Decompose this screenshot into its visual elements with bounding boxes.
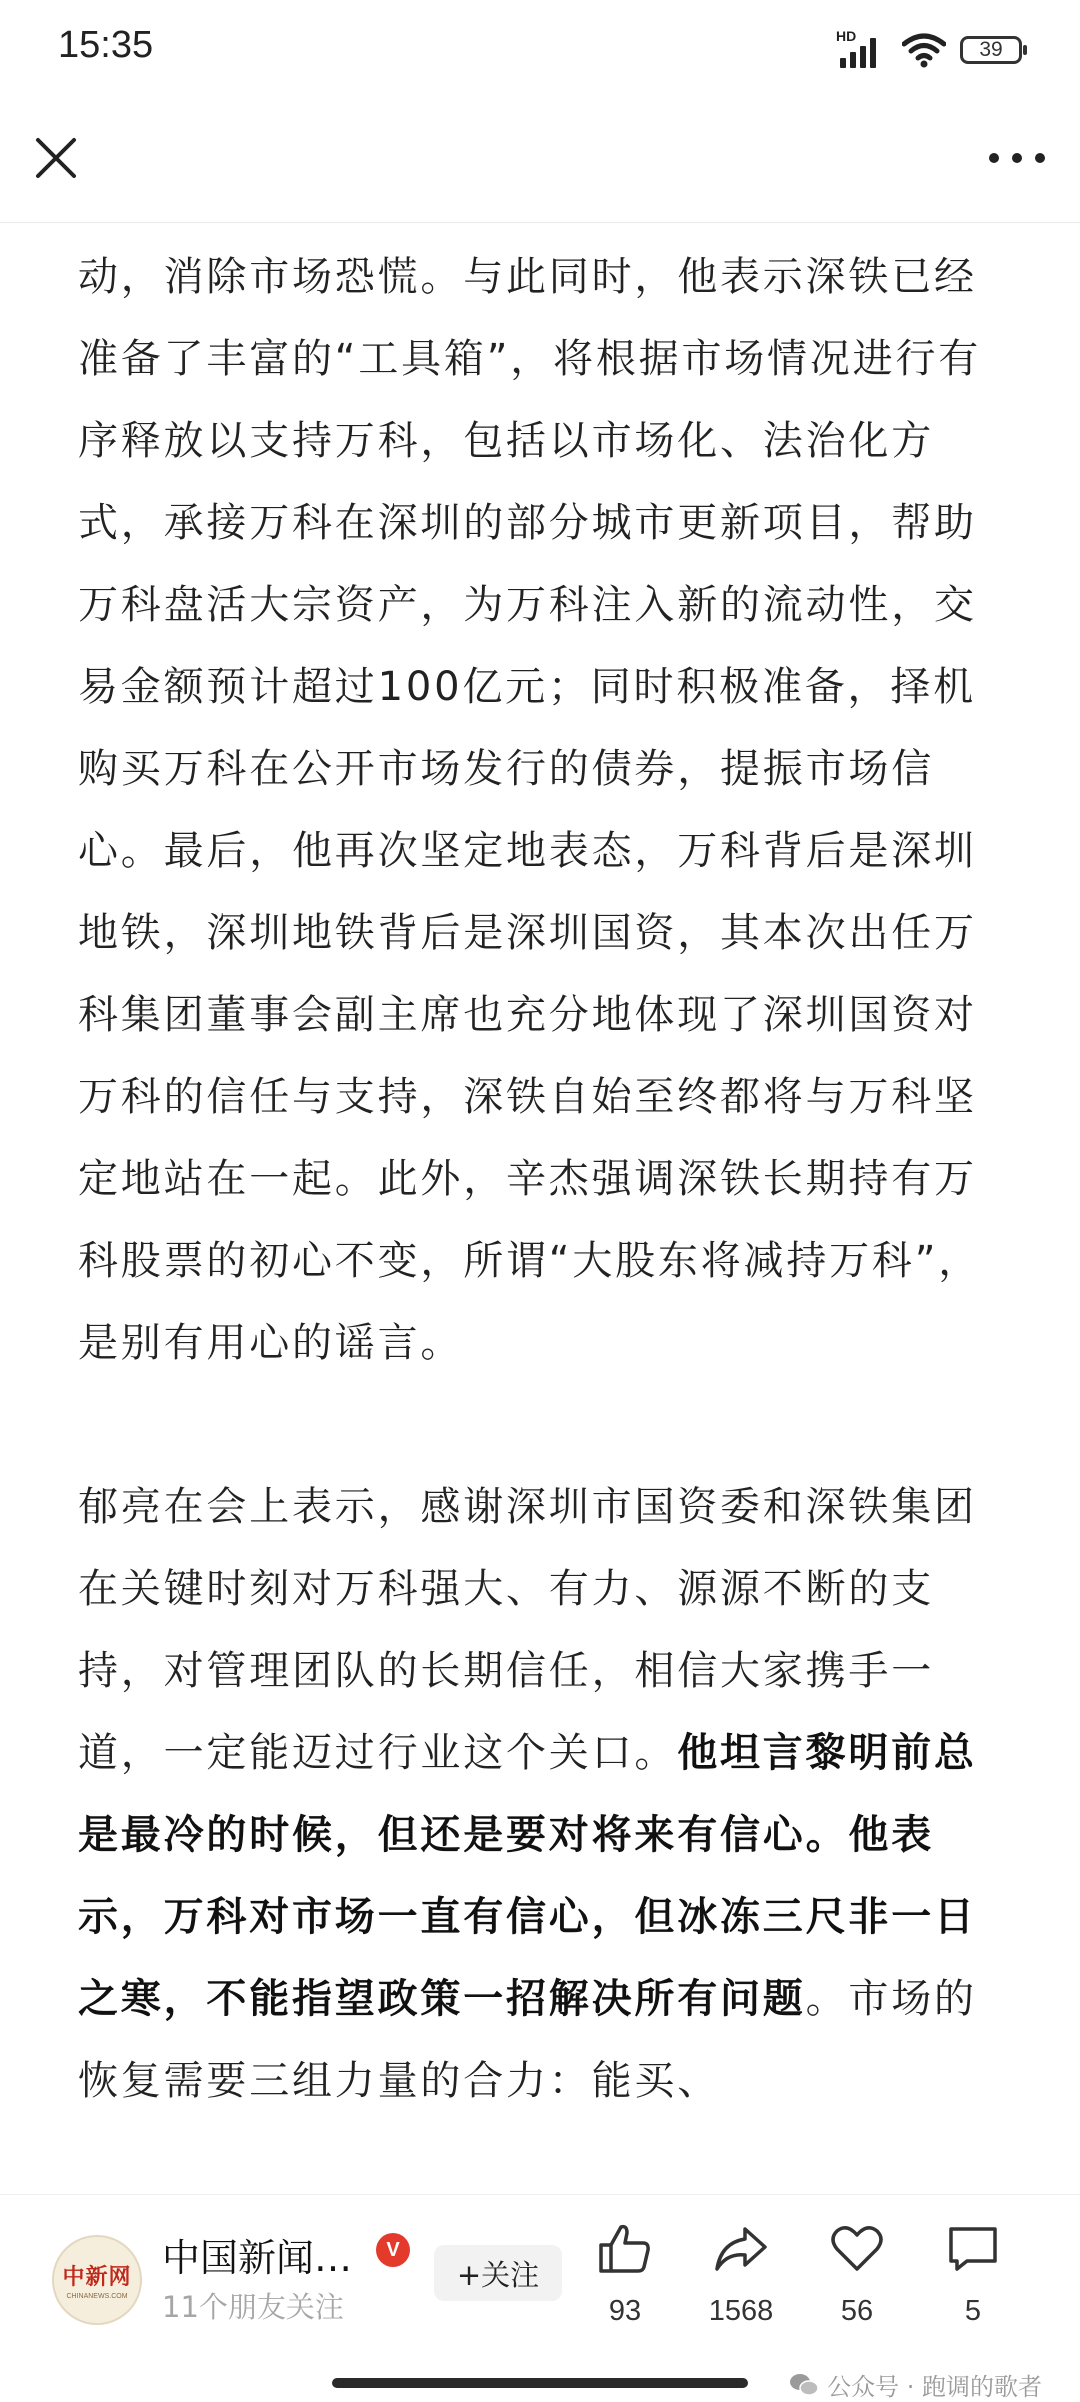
verified-badge-icon: V <box>376 2233 410 2267</box>
article-paragraph <box>78 1466 1008 2122</box>
favorite-count: 56 <box>840 2295 874 2327</box>
status-icons <box>836 28 1022 72</box>
article-paragraph: 动，消除市场恐慌。与此同时，他表示深铁已经准备了丰富的“工具箱”，将根据市场情况进行有序释放以支持万科，包括以市场化、法治化方式，承接万科在深圳的部分城市更新项目，帮助万科盘活大宗资产，为万科注入新的流动性，交易金额预计超过100亿元；同时积极准备，择机购买万科在公开市场发行的债券，提振市场信心。最后，他再次坚定地表态，万科背后是深圳地铁，深圳地铁背后是深圳国资，其本次出任万科集团董事会副主席也充分地体现了深圳国资对万科的信任与支持，深铁自始至终都将与万科坚定地站在一起。此外，辛杰强调深铁长期持有万科股票的初心不变，所谓“大股东将减持万科”，是别有用心的谣言。 <box>78 254 982 1366</box>
friends-following-count: 11个朋友关注 <box>162 2290 344 2324</box>
paragraph-gap <box>78 1384 1008 1466</box>
bold-quote: 他坦言黎明前总是最冷的时候，但还是要对将来有信心。他表示，万科对市场一直有信心，但冰冻三尺非一日之寒，不能指望政策一招解决所有问题 <box>78 1730 977 2022</box>
paragraph-text: 郁亮在会上表示，感谢深圳市国资委和深铁集团在关键时刻对万科强大、有力、源源不断的支持，对管理团队的长期信任，相信大家携手一道，一定能迈过行业这个关口。 <box>78 1484 977 1776</box>
status-bar <box>0 0 1080 100</box>
close-button[interactable] <box>28 130 84 186</box>
share-icon <box>713 2223 769 2275</box>
publisher-avatar[interactable] <box>52 2235 142 2325</box>
publisher-name[interactable]: 中国新闻… <box>162 2236 353 2280</box>
publisher-logo-text: 中新网 <box>62 2264 132 2290</box>
paragraph-text-continued: 。市场的恢复需要三组力量的合力：能买、 <box>78 1976 977 2104</box>
comment-count: 5 <box>964 2295 982 2327</box>
bottom-action-bar <box>0 2194 1080 2401</box>
more-icon <box>982 130 1052 186</box>
watermark-text: 公众号 · 跑调的歌者 <box>827 2373 1042 2401</box>
like-count: 93 <box>608 2295 642 2327</box>
follow-button[interactable]: +关注 <box>434 2245 562 2301</box>
close-icon <box>28 130 84 186</box>
wechat-icon <box>789 2372 819 2398</box>
top-navigation <box>0 100 1080 223</box>
heart-icon <box>829 2223 885 2275</box>
wifi-icon <box>902 32 946 68</box>
share-button[interactable] <box>686 2223 796 2328</box>
battery-indicator: 39 <box>960 36 1022 64</box>
thumbs-up-icon <box>597 2223 653 2275</box>
watermark <box>789 2367 1042 2402</box>
home-indicator[interactable] <box>332 2378 748 2388</box>
comment-icon <box>945 2223 1001 2275</box>
article-body <box>78 236 1008 2122</box>
share-count: 1568 <box>708 2295 774 2327</box>
status-time: 15:35 <box>58 24 154 66</box>
network-type-label: HD <box>836 28 857 44</box>
cellular-signal-icon <box>836 30 888 70</box>
like-button[interactable] <box>570 2223 680 2328</box>
favorite-button[interactable] <box>802 2223 912 2328</box>
publisher-logo-subtext: CHINANEWS.COM <box>66 2293 128 2300</box>
comment-button[interactable] <box>918 2223 1028 2328</box>
more-options-button[interactable] <box>982 130 1052 186</box>
